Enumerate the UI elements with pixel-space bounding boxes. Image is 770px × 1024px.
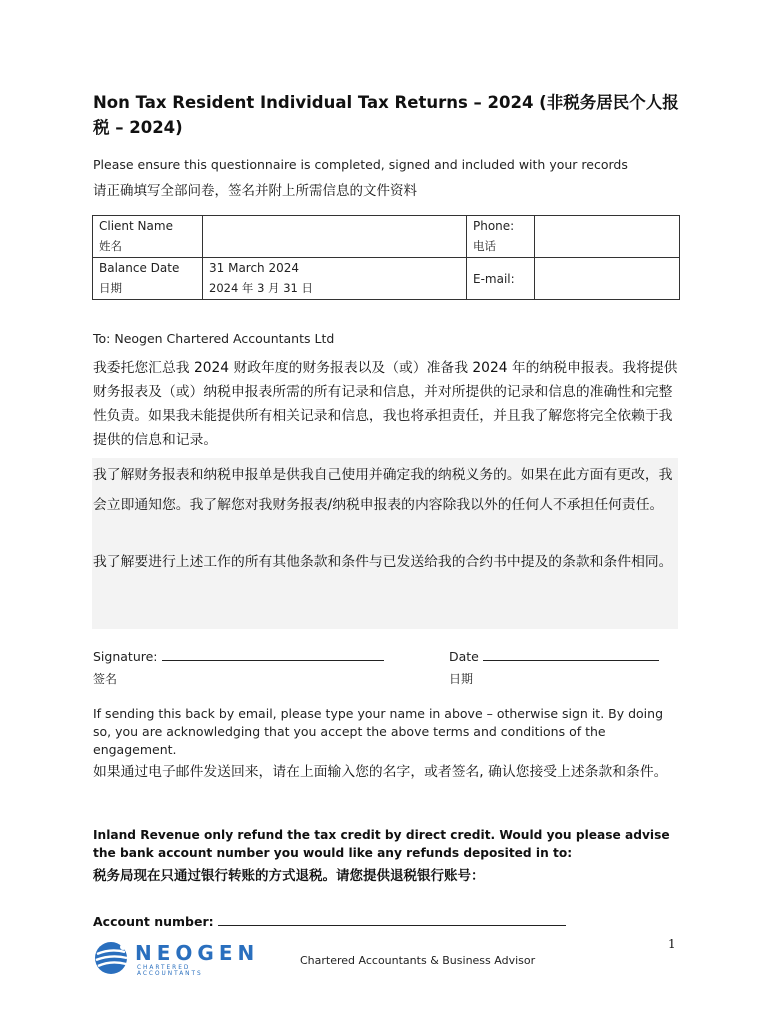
signature-field[interactable] [162, 648, 384, 661]
signature-label: Signature: [93, 649, 158, 664]
addressee-line: To: Neogen Chartered Accountants Ltd [93, 331, 335, 346]
account-number-label: Account number: [93, 914, 214, 929]
balance-date-value: 31 March 2024 [209, 261, 300, 275]
balance-date-value-cell [203, 258, 467, 300]
balance-date-value-zh: 2024 年 3 月 31 日 [209, 281, 313, 295]
instructions-chinese: 请正确填写全部问卷，签名并附上所需信息的文件资料 [93, 183, 417, 199]
neogen-globe-icon [93, 938, 133, 978]
neogen-logo [93, 938, 260, 978]
terms-paragraph: 我了解要进行上述工作的所有其他条款和条件与已发送给我的合约书中提及的条款和条件相同。 [93, 554, 673, 570]
date-label-zh: 日期 [449, 672, 474, 686]
client-name-label-zh: 姓名 [99, 239, 122, 253]
client-name-label-cell [93, 216, 203, 258]
signature-label-zh: 签名 [93, 672, 118, 686]
email-instructions-english: If sending this back by email, please type your name in above – otherwise sign it. By doing so, you are acknowledging that you accept the above terms and conditions of the engagement. [93, 706, 664, 757]
phone-label-cell [467, 216, 535, 258]
instructions-english: Please ensure this questionnaire is completed, signed and included with your records [93, 157, 628, 172]
date-label: Date [449, 649, 479, 664]
refund-instructions-english: Inland Revenue only refund the tax credit by direct credit. Would you please advise the bank account number you would like any refunds deposited in to: [93, 828, 670, 860]
client-name-label: Client Name [99, 219, 173, 233]
client-name-field[interactable] [203, 216, 467, 258]
email-label: E-mail: [473, 271, 515, 286]
account-number-line [93, 913, 566, 929]
phone-label: Phone: [473, 219, 515, 233]
phone-label-zh: 电话 [473, 239, 496, 253]
refund-instructions-chinese: 税务局现在只通过银行转账的方式退税。请您提供退税银行账号： [93, 868, 485, 884]
balance-date-label-cell [93, 258, 203, 300]
page-number: 1 [668, 937, 676, 951]
balance-date-label: Balance Date [99, 261, 180, 275]
table-row [93, 216, 680, 258]
date-line [449, 648, 659, 664]
email-label-cell [467, 258, 535, 300]
table-row [93, 258, 680, 300]
signature-line [93, 648, 384, 664]
email-instructions-chinese: 如果通过电子邮件发送回来，请在上面输入您的名字，或者签名, 确认您接受上述条款和条件。 [93, 764, 668, 780]
logo-subtitle: CHARTERED ACCOUNTANTS [137, 965, 203, 977]
account-number-field[interactable] [218, 913, 566, 926]
date-field[interactable] [483, 648, 659, 661]
phone-field[interactable] [535, 216, 680, 258]
client-info-table [92, 215, 680, 300]
document-title: Non Tax Resident Individual Tax Returns – 2024 (非税务居民个人报税 – 2024) [93, 93, 679, 137]
footer-text: Chartered Accountants & Business Advisor [300, 954, 536, 967]
email-field[interactable] [535, 258, 680, 300]
logo-wordmark: NEOGEN [135, 941, 260, 965]
balance-date-label-zh: 日期 [99, 281, 122, 295]
responsibility-paragraph: 我了解财务报表和纳税申报单是供我自己使用并确定我的纳税义务的。如果在此方面有更改，我会立即通知您。我了解您对我财务报表/纳税申报表的内容除我以外的任何人不承担任何责任。 [93, 467, 673, 513]
engagement-paragraph: 我委托您汇总我 2024 财政年度的财务报表以及（或）准备我 2024 年的纳税申报表。我将提供财务报表及（或）纳税申报表所需的所有记录和信息，并对所提供的记录和信息的准确性和完整性负责。如果我未能提供所有相关记录和信息，我也将承担责任，并且我了解您将完全依赖于我提供的信息和记录。 [93, 360, 678, 448]
